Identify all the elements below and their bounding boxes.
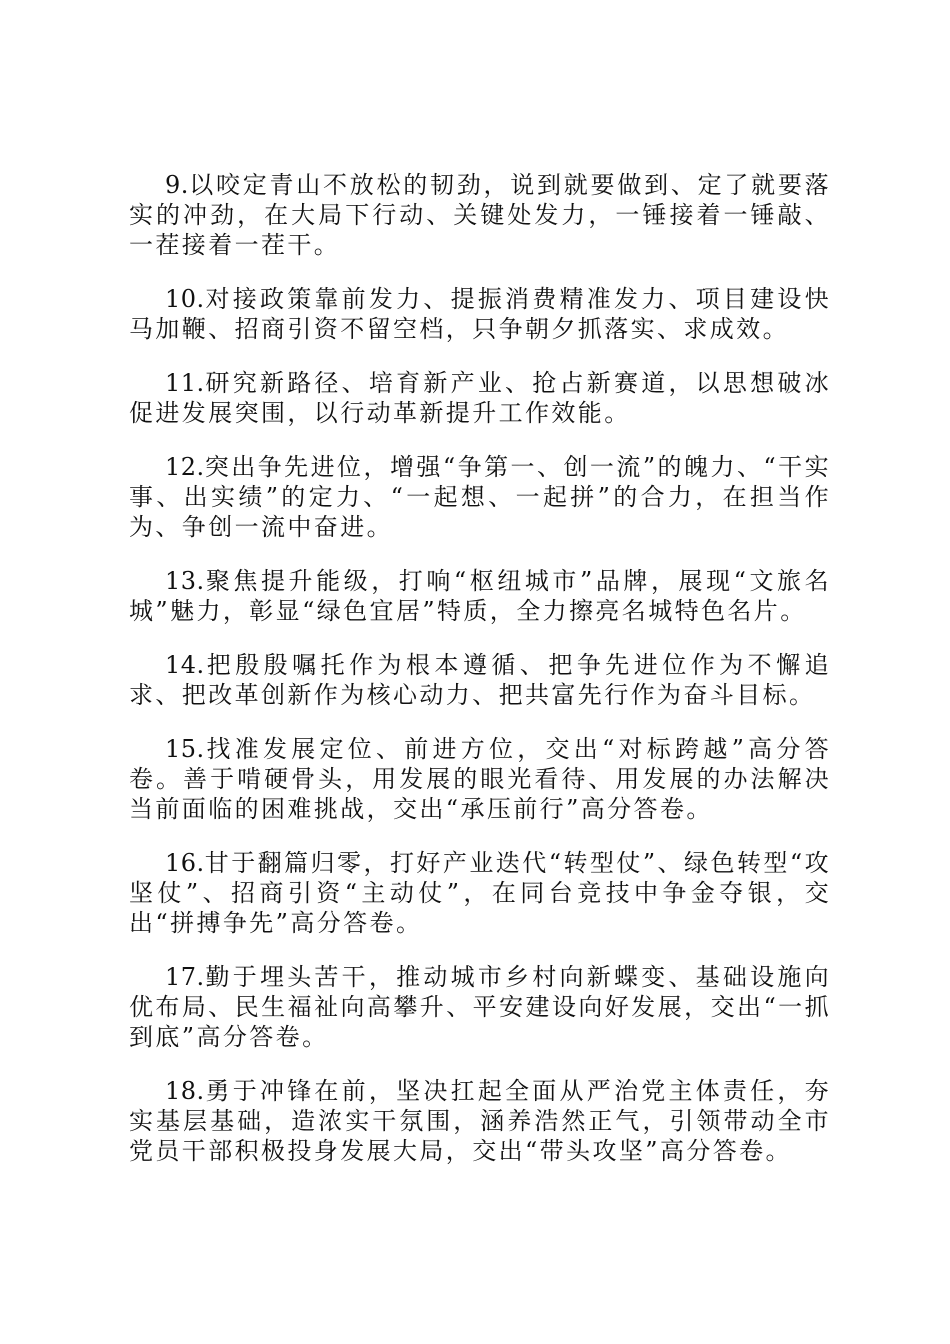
paragraph-item-14 bbox=[129, 650, 831, 710]
item-number: 9. bbox=[165, 171, 189, 199]
paragraph-item-11 bbox=[129, 368, 831, 428]
paragraph-item-13 bbox=[129, 566, 831, 626]
item-number: 16. bbox=[165, 849, 205, 877]
item-number: 10. bbox=[165, 285, 205, 313]
item-text: 聚焦提升能级，打响“枢纽城市”品牌，展现“文旅名城”魅力，彰显“绿色宜居”特质，全力擦亮名城特色名片。 bbox=[129, 567, 831, 625]
item-number: 14. bbox=[165, 651, 205, 679]
item-number: 13. bbox=[165, 567, 205, 595]
document-body bbox=[129, 170, 831, 1190]
item-text: 把殷殷嘱托作为根本遵循、把争先进位作为不懈追求、把改革创新作为核心动力、把共富先行作为奋斗目标。 bbox=[129, 651, 831, 709]
item-number: 15. bbox=[165, 735, 205, 763]
item-text: 研究新路径、培育新产业、抢占新赛道，以思想破冰促进发展突围，以行动革新提升工作效能。 bbox=[129, 369, 831, 427]
paragraph-item-18 bbox=[129, 1076, 831, 1166]
item-number: 12. bbox=[165, 453, 205, 481]
item-number: 11. bbox=[165, 369, 205, 397]
item-text: 勤于埋头苦干，推动城市乡村向新蝶变、基础设施向优布局、民生福祉向高攀升、平安建设向好发展，交出“一抓到底”高分答卷。 bbox=[129, 963, 831, 1051]
item-text: 甘于翻篇归零，打好产业迭代“转型仗”、绿色转型“攻坚仗”、招商引资“主动仗”，在同台竞技中争金夺银，交出“拼搏争先”高分答卷。 bbox=[129, 849, 831, 937]
paragraph-item-15 bbox=[129, 734, 831, 824]
paragraph-item-10 bbox=[129, 284, 831, 344]
item-text: 找准发展定位、前进方位，交出“对标跨越”高分答卷。善于啃硬骨头，用发展的眼光看待、用发展的办法解决当前面临的困难挑战，交出“承压前行”高分答卷。 bbox=[129, 735, 831, 823]
item-text: 突出争先进位，增强“争第一、创一流”的魄力、“干实事、出实绩”的定力、“一起想、一起拼”的合力，在担当作为、争创一流中奋进。 bbox=[129, 453, 831, 541]
paragraph-item-12 bbox=[129, 452, 831, 542]
paragraph-item-17 bbox=[129, 962, 831, 1052]
item-text: 对接政策靠前发力、提振消费精准发力、项目建设快马加鞭、招商引资不留空档，只争朝夕抓落实、求成效。 bbox=[129, 285, 831, 343]
paragraph-item-9 bbox=[129, 170, 831, 260]
item-number: 17. bbox=[165, 963, 205, 991]
paragraph-item-16 bbox=[129, 848, 831, 938]
item-number: 18. bbox=[165, 1077, 205, 1105]
item-text: 勇于冲锋在前，坚决扛起全面从严治党主体责任，夯实基层基础，造浓实干氛围，涵养浩然正气，引领带动全市党员干部积极投身发展大局，交出“带头攻坚”高分答卷。 bbox=[129, 1077, 831, 1165]
item-text: 以咬定青山不放松的韧劲，说到就要做到、定了就要落实的冲劲，在大局下行动、关键处发力，一锤接着一锤敲、一茬接着一茬干。 bbox=[129, 171, 831, 259]
